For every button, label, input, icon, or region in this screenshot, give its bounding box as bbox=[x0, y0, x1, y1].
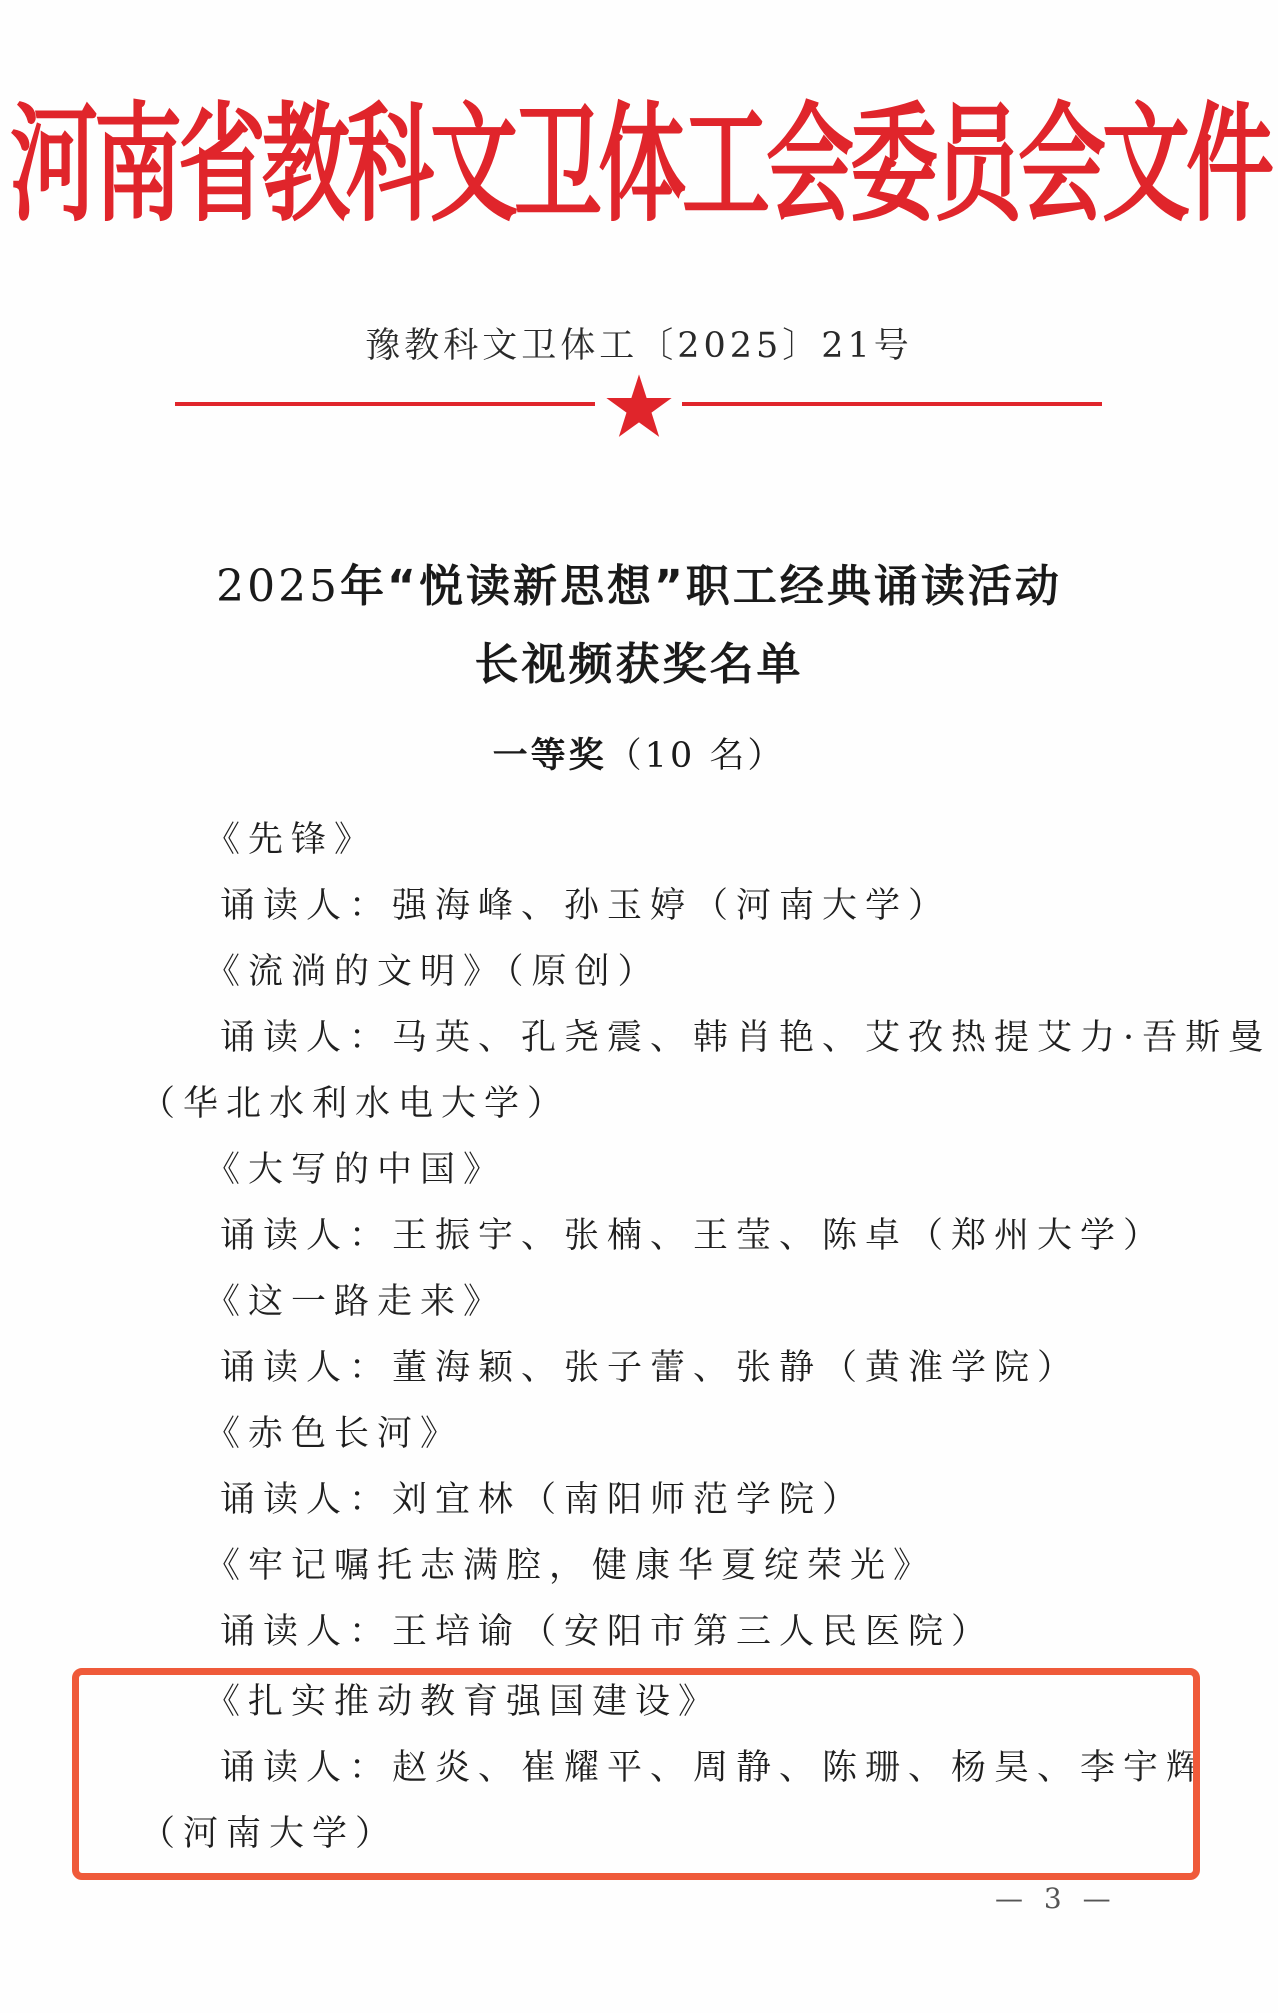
reader-line-continued: （华北水利水电大学） bbox=[140, 1084, 571, 1124]
document-header-title: 河南省教科文卫体工会委员会文件 bbox=[10, 89, 1271, 240]
reader-line: 诵读人：赵炎、崔耀平、周静、陈珊、杨昊、李宇辉 bbox=[220, 1748, 1210, 1788]
document-title-line1 bbox=[0, 550, 1278, 614]
reader-line: 诵读人：王振宇、张楠、王莹、陈卓（郑州大学） bbox=[220, 1216, 1167, 1256]
title-year: 2025 bbox=[216, 561, 341, 612]
work-title: 《扎实推动教育强国建设》 bbox=[205, 1682, 722, 1722]
highlight-annotation-box bbox=[72, 1668, 1200, 1880]
reader-line-continued: （河南大学） bbox=[140, 1814, 399, 1854]
reader-line: 诵读人：董海颖、张子蕾、张静（黄淮学院） bbox=[220, 1348, 1081, 1388]
award-heading bbox=[0, 728, 1278, 778]
work-title: 《牢记嘱托志满腔，健康华夏绽荣光》 bbox=[205, 1546, 937, 1586]
award-name: 一等奖 bbox=[492, 736, 607, 776]
title-line1-text: 年“悦读新思想”职工经典诵读活动 bbox=[340, 561, 1062, 612]
award-count: （10 名） bbox=[606, 736, 786, 776]
reader-line: 诵读人：王培谕（安阳市第三人民医院） bbox=[220, 1612, 995, 1652]
reader-line: 诵读人：刘宜林（南阳师范学院） bbox=[220, 1480, 866, 1520]
work-title: 《先锋》 bbox=[205, 820, 378, 860]
work-title: 《赤色长河》 bbox=[205, 1414, 464, 1454]
work-title: 《这一路走来》 bbox=[205, 1282, 507, 1322]
reader-line: 诵读人：强海峰、孙玉婷（河南大学） bbox=[220, 886, 952, 926]
page-number: — 3 — bbox=[995, 1882, 1117, 1915]
red-divider-left bbox=[175, 402, 595, 406]
document-number: 豫教科文卫体工〔2025〕21号 bbox=[365, 326, 913, 366]
work-title: 《大写的中国》 bbox=[205, 1150, 507, 1190]
reader-line: 诵读人：马英、孔尧震、韩肖艳、艾孜热提艾力·吾斯曼 bbox=[220, 1018, 1272, 1058]
red-star-icon bbox=[604, 373, 674, 439]
work-title: 《流淌的文明》（原创） bbox=[205, 952, 661, 992]
red-divider-right bbox=[682, 402, 1102, 406]
document-title-line2: 长视频获奖名单 bbox=[474, 639, 804, 690]
